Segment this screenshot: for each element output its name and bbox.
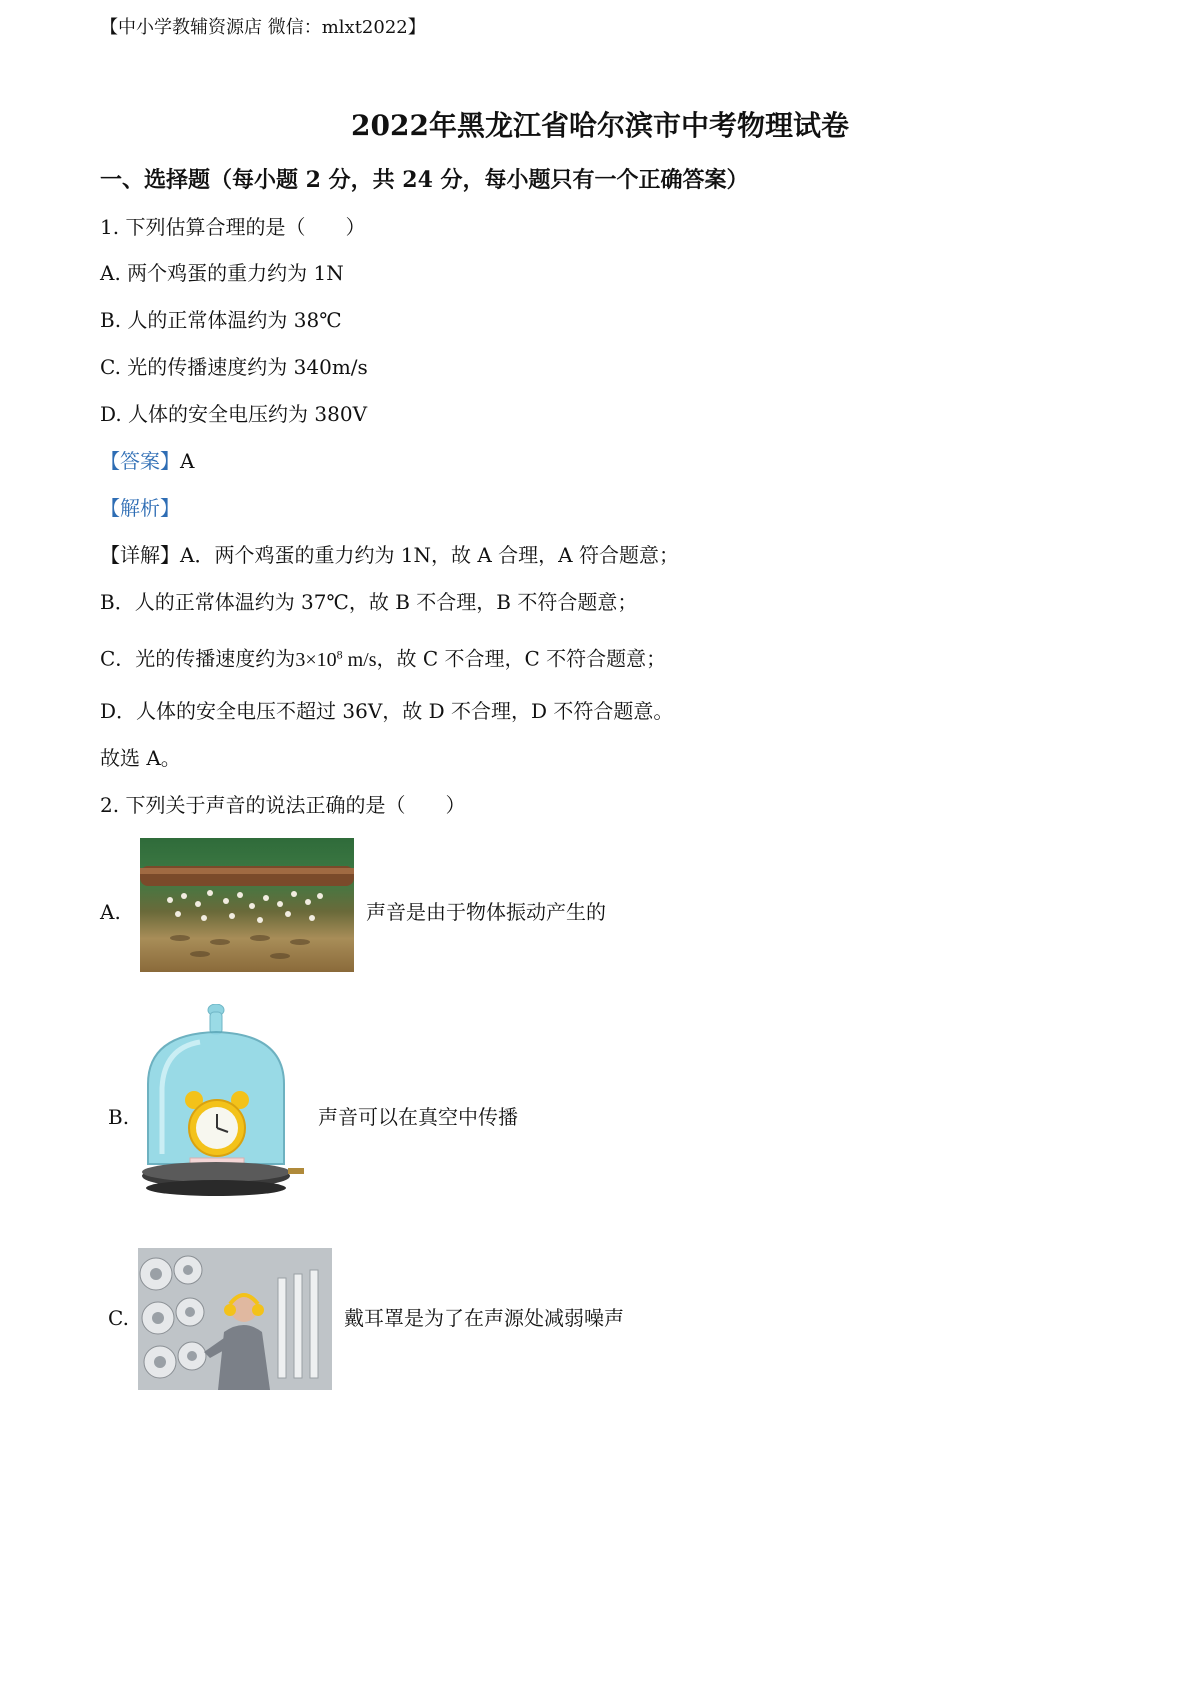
speed-formula bbox=[295, 649, 376, 671]
q1-option-d: D. 人体的安全电压约为 380V bbox=[100, 402, 368, 426]
answer-value: A bbox=[180, 449, 195, 473]
q2-option-b-letter: B. bbox=[108, 1105, 130, 1129]
bell-jar-icon bbox=[140, 1004, 316, 1222]
detail-a-row bbox=[100, 541, 679, 569]
section-heading: 一、选择题（每小题 2 分，共 24 分，每小题只有一个正确答案） bbox=[100, 167, 749, 193]
factory-worker-earmuffs-photo bbox=[138, 1248, 332, 1390]
detail-d: D．人体的安全电压不超过 36V，故 D 不合理，D 不符合题意。 bbox=[100, 699, 674, 723]
q1-option-c: C. 光的传播速度约为 340m/s bbox=[100, 355, 368, 379]
answer-label: 【答案】 bbox=[100, 449, 180, 473]
detail-c-row bbox=[100, 640, 666, 674]
drum-vibration-photo bbox=[140, 838, 354, 972]
detail-b: B．人的正常体温约为 37℃，故 B 不合理，B 不符合题意； bbox=[100, 590, 638, 614]
formula-unit: m/s bbox=[342, 648, 377, 671]
page-title: 2022年黑龙江省哈尔滨市中考物理试卷 bbox=[351, 109, 849, 142]
source-tag: 【中小学教辅资源店 微信：mlxt2022】 bbox=[100, 17, 426, 38]
conclusion: 故选 A。 bbox=[100, 746, 181, 770]
formula-base: 3×10 bbox=[295, 648, 337, 671]
q2-option-a-letter: A. bbox=[100, 900, 121, 924]
q2-option-a-text: 声音是由于物体振动产生的 bbox=[366, 900, 606, 924]
detail-c-pre: C．光的传播速度约为 bbox=[100, 646, 296, 671]
drum-vibration-icon bbox=[140, 838, 354, 972]
q2-option-c-letter: C. bbox=[108, 1306, 129, 1330]
q2-option-c-text: 戴耳罩是为了在声源处减弱噪声 bbox=[344, 1306, 624, 1330]
answer-row bbox=[100, 447, 194, 475]
q1-option-a: A. 两个鸡蛋的重力约为 1N bbox=[100, 261, 344, 285]
analysis-label: 【解析】 bbox=[100, 496, 180, 520]
q1-option-b: B. 人的正常体温约为 38℃ bbox=[100, 308, 342, 332]
factory-worker-icon bbox=[138, 1248, 332, 1390]
question-2-stem: 2. 下列关于声音的说法正确的是（ ） bbox=[100, 793, 466, 817]
detail-c-post: ，故 C 不合理，C 不符合题意； bbox=[376, 646, 667, 671]
detail-prefix: 【详解】 bbox=[100, 543, 180, 567]
bell-jar-alarm-clock-photo bbox=[140, 1004, 316, 1222]
detail-a: A．两个鸡蛋的重力约为 1N，故 A 合理，A 符合题意； bbox=[180, 543, 679, 567]
formula-exponent: 8 bbox=[336, 647, 343, 661]
question-1-stem: 1. 下列估算合理的是（ ） bbox=[100, 215, 366, 239]
q2-option-b-text: 声音可以在真空中传播 bbox=[318, 1105, 518, 1129]
